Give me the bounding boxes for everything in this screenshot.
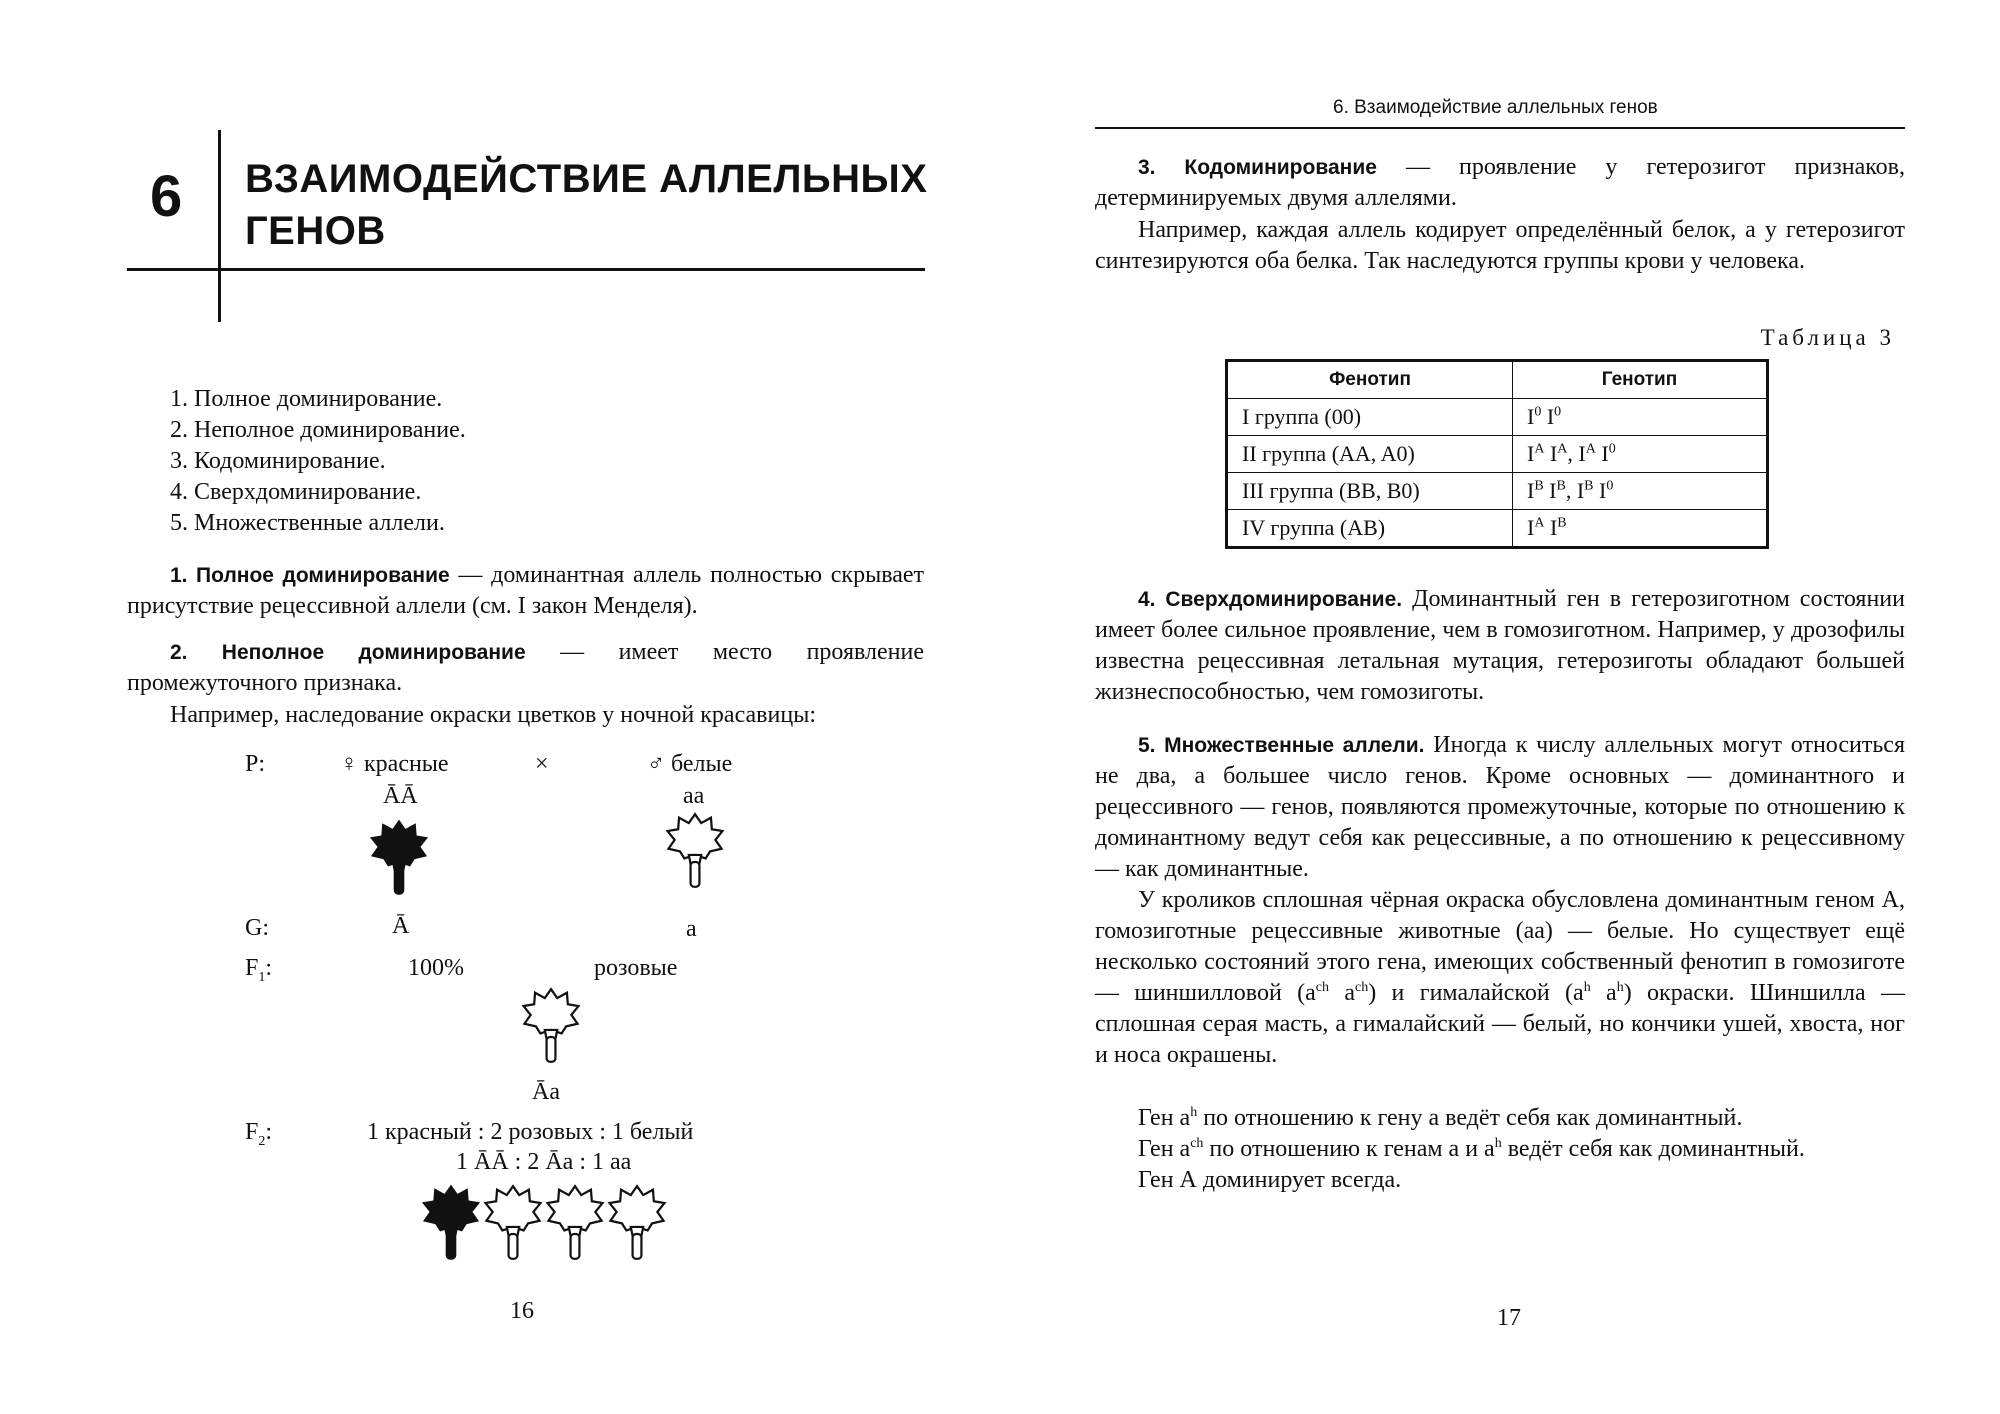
term-bold: 2. Неполное доминирование [170, 641, 526, 664]
term-bold: 5. Множественные аллели. [1138, 734, 1425, 757]
chapter-horizontal-rule [127, 268, 925, 271]
male-genotype: aa [683, 783, 705, 809]
g-label: G: [245, 915, 269, 941]
term-bold: 1. Полное доминирование [170, 564, 450, 587]
paragraph-rabbits: У кроликов сплошная чёрная окраска обусловлена доминантным геном А, гомозиготные рецессивные животные (аа) — белые. Но существует ещё несколько состояний этого гена, имеющих собственный фенотип в гомозиготе — шиншилловой ($а^{ch}$ $а^{ch}$) и гималайской ($а^h$ $а^h$) окраски. Шиншилла — сплошная серая масть, а гималайский — белый, но кончики ушей, хвоста, ног и носа окрашены. [1095, 887, 1906, 1068]
paragraph-multiple-alleles: 5. Множественные аллели. Иногда к числу аллельных могут относиться не два, а большее число генов. Кроме основных — доминантного и рецессивного — генов, появляются промежуточные, которые по отношению к доминантному ведут себя как рецессивные, а по отношению к рецессивному — как доминантные. [1095, 732, 1905, 882]
white-flower-icon [606, 1180, 668, 1265]
phenotype-cell: III группа (BB, B0) [1227, 473, 1513, 510]
chapter-title [245, 153, 927, 257]
list-item: 3. Кодоминирование. [170, 448, 386, 474]
paragraph-gene-a: Ген А доминирует всегда. [1138, 1167, 1402, 1193]
f2-phenotype-ratio: 1 красный : 2 розовых : 1 белый [367, 1119, 694, 1145]
blood-group-table [1225, 359, 1769, 549]
paragraph-incomplete-dominance: 2. Неполное доминирование — имеет место проявление промежуточного признака. [127, 639, 924, 696]
paragraph-gene-ach: Ген $а^{ch}$ по отношению к генам а и $а^h$ ведёт себя как доминантный. [1138, 1136, 1805, 1162]
male-parent: ♂ белые [647, 751, 733, 777]
paragraph-full-dominance: 1. Полное доминирование — доминантная аллель полностью скрывает присутствие рецессивной аллели (см. I закон Менделя). [127, 562, 924, 619]
paragraph-gene-ah: Ген $а^h$ по отношению к гену а ведёт себя как доминантный. [1138, 1105, 1743, 1131]
phenotype-cell: II группа (AA, A0) [1227, 436, 1513, 473]
female-parent: ♀ красные [340, 751, 449, 777]
chapter-number: 6 [150, 164, 183, 229]
paragraph-codominance-example: Например, каждая аллель кодирует определённый белок, а у гетерозигот синтезируются оба белка. Так наследуются группы крови у человека. [1095, 217, 1905, 274]
table-row [1227, 436, 1768, 473]
list-item: 4. Сверхдоминирование. [170, 479, 422, 505]
column-header-genotype: Генотип [1513, 361, 1768, 399]
pink-flower-icon [544, 1180, 606, 1265]
chapter-vertical-rule [218, 130, 221, 322]
page-number: 16 [510, 1298, 534, 1324]
genotype-cell: $I^A$ $I^A$, $I^A$ $I^0$ [1513, 436, 1768, 473]
f1-label: $F_1$: [245, 955, 273, 985]
f1-color: розовые [594, 955, 678, 981]
topic-list [170, 384, 466, 539]
page-number: 17 [1497, 1305, 1521, 1331]
cross-sign: × [535, 751, 549, 777]
white-flower-icon [664, 808, 726, 893]
f1-percent: 100% [408, 955, 464, 981]
f2-genotype-ratio: 1 ĀĀ : 2 Āa : 1 aa [456, 1149, 632, 1175]
phenotype-cell: IV группа (AB) [1227, 510, 1513, 548]
list-item: 5. Множественные аллели. [170, 510, 445, 536]
genotype-cell: $I^0$ $I^0$ [1513, 399, 1768, 436]
red-flower-icon [368, 815, 430, 900]
chapter-title-line-1: ВЗАИМОДЕЙСТВИЕ АЛЛЕЛЬНЫХ [245, 157, 928, 201]
header-rule [1095, 127, 1905, 129]
phenotype-cell: I группа (00) [1227, 399, 1513, 436]
right-page [1000, 0, 2000, 1414]
pink-flower-icon [520, 983, 582, 1068]
gamete-female: Ā [392, 913, 410, 939]
table-row [1227, 473, 1768, 510]
list-item: 1. Полное доминирование. [170, 386, 443, 412]
f2-label: $F_2$: [245, 1119, 273, 1149]
table-row [1227, 399, 1768, 436]
list-item: 2. Неполное доминирование. [170, 417, 466, 443]
running-head: 6. Взаимодействие аллельных генов [1333, 97, 1658, 118]
table-caption: Таблица 3 [1760, 325, 1895, 350]
term-bold: 4. Сверхдоминирование. [1138, 588, 1403, 611]
pink-flower-icon [482, 1180, 544, 1265]
paragraph-example: Например, наследование окраски цветков у ночной красавицы: [170, 702, 816, 728]
term-bold: 3. Кодоминирование [1138, 156, 1377, 179]
red-flower-icon [420, 1180, 482, 1265]
f1-genotype: Āa [532, 1079, 560, 1105]
gamete-male: a [686, 916, 697, 942]
chapter-title-line-2: ГЕНОВ [245, 209, 386, 253]
paragraph-codominance: 3. Кодоминирование — проявление у гетерозигот признаков, детерминируемых двумя аллелями. [1095, 154, 1905, 211]
column-header-phenotype: Фенотип [1227, 361, 1513, 399]
table-header-row [1227, 361, 1768, 399]
table-row [1227, 510, 1768, 548]
female-genotype: ĀĀ [383, 783, 418, 809]
p-label: P: [245, 751, 266, 777]
genotype-cell: $I^B$ $I^B$, $I^B$ $I^0$ [1513, 473, 1768, 510]
paragraph-overdominance: 4. Сверхдоминирование. Доминантный ген в гетерозиготном состоянии имеет более сильное проявление, чем в гомозиготном. Например, у дрозофилы известна рецессивная летальная мутация, гетерозиготы обладают большей жизнеспособностью, чем гомозиготы. [1095, 586, 1905, 705]
genotype-cell: $I^A$ $I^B$ [1513, 510, 1768, 548]
